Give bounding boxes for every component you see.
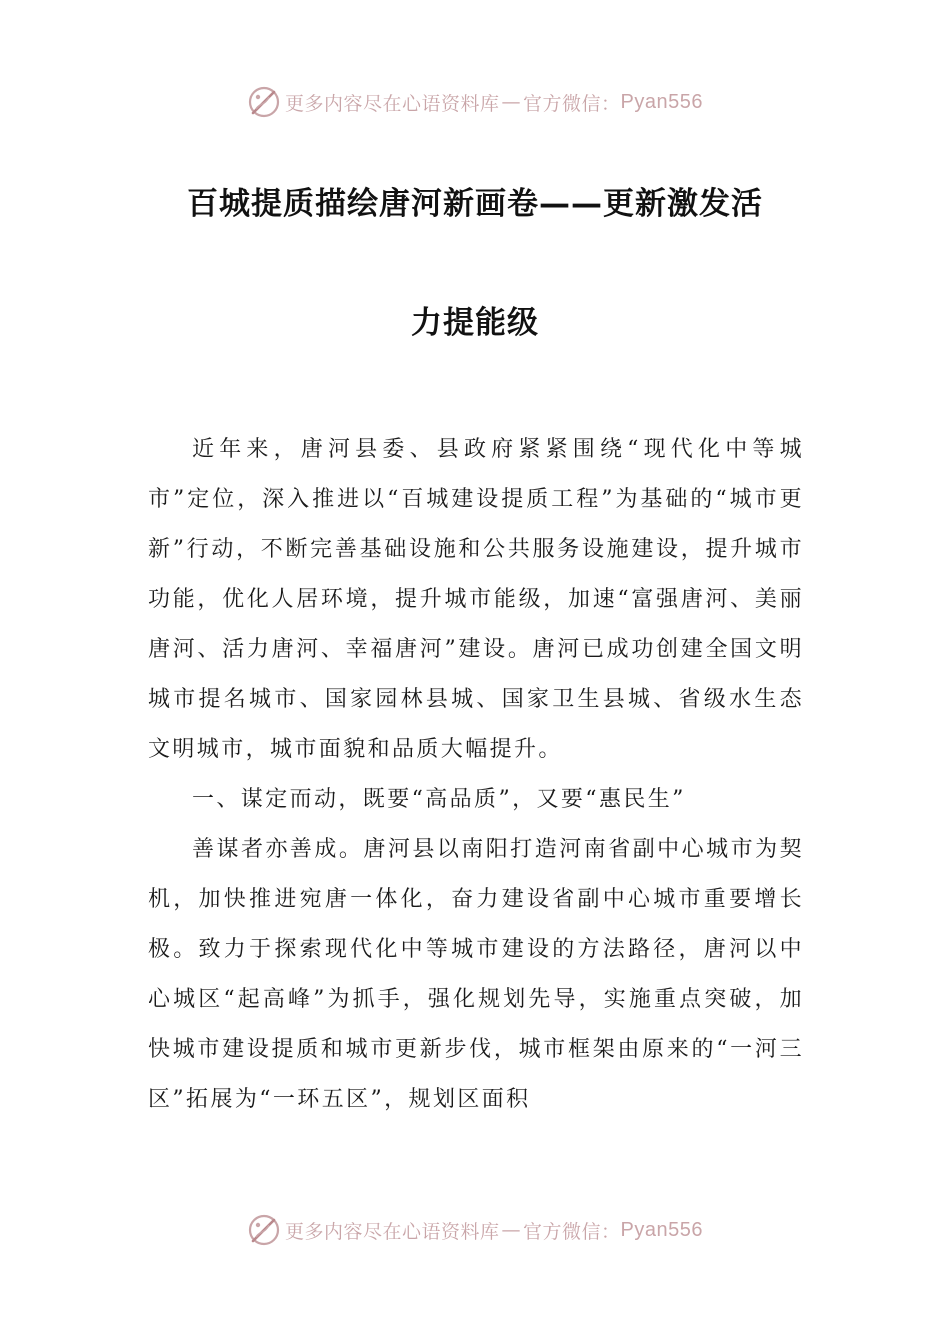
watermark-dash: — <box>501 91 522 113</box>
paragraph-section-1: 善谋者亦善成。唐河县以南阳打造河南省副中心城市为契机，加快推进宛唐一体化，奋力建设省副中心城市重要增长极。致力于探索现代化中等城市建设的方法路径，唐河以中心城区“起高峰”为抓手，强化规划先导，实施重点突破，加快城市建设提质和城市更新步伐，城市框架由原来的“一河三区”拓展为“一环五区”，规划区面积 <box>148 837 804 1112</box>
watermark-dash: — <box>501 1219 522 1241</box>
watermark-wechat-id: Pyan556 <box>620 1218 703 1241</box>
watermark-footer <box>0 1210 950 1250</box>
watermark-wechat-id: Pyan556 <box>620 90 703 113</box>
document-title-line-2: 力提能级 <box>411 305 539 341</box>
watermark-site-name: 更多内容尽在心语资料库 <box>285 1220 500 1243</box>
paragraph-intro: 近年来，唐河县委、县政府紧紧围绕“现代化中等城市”定位，深入推进以“百城建设提质工程”为基础的“城市更新”行动，不断完善基础设施和公共服务设施建设，提升城市功能，优化人居环境，提升城市能级，加速“富强唐河、美丽唐河、活力唐河、幸福唐河”建设。唐河已成功创建全国文明城市提名城市、国家园林县城、国家卫生县城、省级水生态文明城市，城市面貌和品质大幅提升。 <box>148 437 804 762</box>
document-body <box>148 425 804 1125</box>
watermark-wechat-label: 官方微信： <box>523 92 621 115</box>
watermark-header <box>0 82 950 122</box>
document-title-line-1: 百城提质描绘唐河新画卷——更新激发活 <box>187 186 763 222</box>
watermark-wechat-label: 官方微信： <box>523 1220 621 1243</box>
watermark-site-name: 更多内容尽在心语资料库 <box>285 92 500 115</box>
section-heading-1: 一、谋定而动，既要“高品质”，又要“惠民生” <box>192 787 686 812</box>
pen-logo-icon <box>247 85 281 119</box>
pen-logo-icon <box>247 1213 281 1247</box>
